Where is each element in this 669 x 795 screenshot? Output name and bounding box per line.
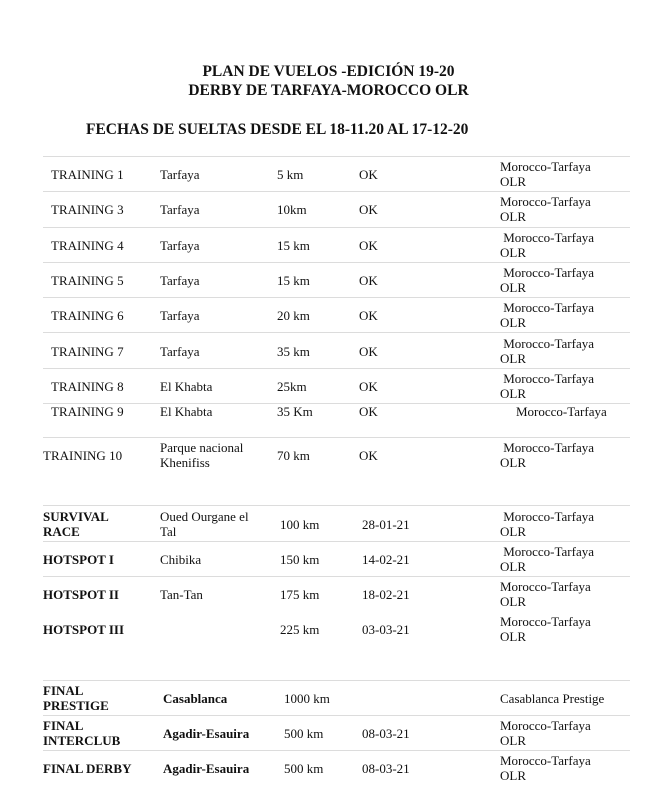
flight-name: HOTSPOT II: [43, 587, 119, 602]
row-divider: [43, 262, 630, 263]
organizer-line-2: OLR: [500, 209, 526, 224]
organizer-line-2: OLR: [500, 280, 526, 295]
row-divider: [43, 437, 630, 438]
organizer: Morocco-Tarfaya: [500, 579, 591, 594]
distance: 35 km: [277, 344, 310, 359]
status-or-date: OK: [359, 404, 378, 419]
distance: 175 km: [280, 587, 320, 602]
organizer-line-2: OLR: [500, 174, 526, 189]
release-place: Agadir-Esauira: [163, 726, 250, 741]
status-or-date: 28-01-21: [362, 517, 410, 532]
flight-name: TRAINING 1: [51, 167, 124, 182]
row-divider: [43, 156, 630, 157]
row-divider: [43, 505, 630, 506]
release-place: Tan-Tan: [160, 587, 203, 602]
flight-name: TRAINING 5: [51, 273, 124, 288]
release-place: El Khabta: [160, 379, 213, 394]
row-divider: [43, 680, 630, 681]
organizer: Morocco-Tarfaya: [500, 544, 595, 559]
distance: 225 km: [280, 622, 320, 637]
release-place: Tarfaya: [160, 273, 200, 288]
status-or-date: OK: [359, 202, 378, 217]
organizer: Morocco-Tarfaya: [516, 404, 607, 419]
flight-name-line-2: INTERCLUB: [43, 733, 121, 748]
organizer-line-2: OLR: [500, 629, 526, 644]
flight-name: TRAINING 7: [51, 344, 124, 359]
organizer-line-2: OLR: [500, 455, 526, 470]
distance: 5 km: [277, 167, 304, 182]
flight-name-line-2: RACE: [43, 524, 80, 539]
release-place: Agadir-Esauira: [163, 761, 250, 776]
organizer: Morocco-Tarfaya: [500, 230, 595, 245]
row-divider: [43, 750, 630, 751]
organizer-line-2: OLR: [500, 733, 526, 748]
release-dates-heading: FECHAS DE SUELTAS DESDE EL 18-11.20 AL 17-12-20: [86, 121, 469, 138]
release-place: Tarfaya: [160, 238, 200, 253]
distance: 150 km: [280, 552, 320, 567]
release-place: Oued Ourgane el: [160, 509, 249, 524]
organizer: Morocco-Tarfaya: [500, 614, 591, 629]
organizer: Morocco-Tarfaya: [500, 753, 591, 768]
organizer-line-2: OLR: [500, 386, 526, 401]
distance: 25km: [277, 379, 307, 394]
organizer-line-2: OLR: [500, 315, 526, 330]
organizer-line-2: OLR: [500, 559, 526, 574]
flight-name: TRAINING 4: [51, 238, 124, 253]
release-place: Parque nacional: [160, 440, 244, 455]
flight-name-line-2: PRESTIGE: [43, 698, 109, 713]
organizer: Morocco-Tarfaya: [500, 159, 591, 174]
release-place-line-2: Khenifiss: [160, 455, 210, 470]
status-or-date: OK: [359, 379, 378, 394]
status-or-date: OK: [359, 308, 378, 323]
distance: 100 km: [280, 517, 320, 532]
organizer: Morocco-Tarfaya: [500, 509, 595, 524]
organizer: Morocco-Tarfaya: [500, 440, 595, 455]
status-or-date: OK: [359, 448, 378, 463]
flight-name: HOTSPOT III: [43, 622, 125, 637]
flight-name: TRAINING 10: [43, 448, 123, 463]
row-divider: [43, 368, 630, 369]
flight-name: HOTSPOT I: [43, 552, 114, 567]
organizer: Casablanca Prestige: [500, 691, 605, 706]
flight-name: SURVIVAL: [43, 509, 109, 524]
organizer: Morocco-Tarfaya: [500, 265, 595, 280]
distance: 20 km: [277, 308, 310, 323]
row-divider: [43, 191, 630, 192]
flight-name: FINAL DERBY: [43, 761, 132, 776]
organizer: Morocco-Tarfaya: [500, 194, 591, 209]
distance: 10km: [277, 202, 307, 217]
distance: 15 km: [277, 238, 310, 253]
organizer-line-2: OLR: [500, 351, 526, 366]
flight-name: FINAL: [43, 683, 84, 698]
organizer-line-2: OLR: [500, 245, 526, 260]
organizer-line-2: OLR: [500, 524, 526, 539]
organizer: Morocco-Tarfaya: [500, 336, 595, 351]
distance: 15 km: [277, 273, 310, 288]
row-divider: [43, 297, 630, 298]
release-place: Casablanca: [163, 691, 228, 706]
distance: 70 km: [277, 448, 310, 463]
release-place: El Khabta: [160, 404, 213, 419]
row-divider: [43, 541, 630, 542]
title-line-2: DERBY DE TARFAYA-MOROCCO OLR: [188, 82, 469, 99]
release-place: Tarfaya: [160, 308, 200, 323]
distance: 1000 km: [284, 691, 330, 706]
distance: 35 Km: [277, 404, 313, 419]
flight-name: TRAINING 9: [51, 404, 124, 419]
distance: 500 km: [284, 726, 324, 741]
title-line-1: PLAN DE VUELOS -EDICIÓN 19-20: [202, 63, 455, 80]
status-or-date: OK: [359, 167, 378, 182]
status-or-date: 14-02-21: [362, 552, 410, 567]
release-place: Chibika: [160, 552, 202, 567]
status-or-date: 18-02-21: [362, 587, 410, 602]
release-place: Tarfaya: [160, 202, 200, 217]
row-divider: [43, 576, 630, 577]
distance: 500 km: [284, 761, 324, 776]
release-place-line-2: Tal: [160, 524, 177, 539]
organizer-line-2: OLR: [500, 594, 526, 609]
flight-name: TRAINING 8: [51, 379, 124, 394]
organizer: Morocco-Tarfaya: [500, 718, 591, 733]
status-or-date: 08-03-21: [362, 726, 410, 741]
status-or-date: 03-03-21: [362, 622, 410, 637]
status-or-date: OK: [359, 238, 378, 253]
status-or-date: OK: [359, 273, 378, 288]
row-divider: [43, 332, 630, 333]
organizer: Morocco-Tarfaya: [500, 300, 595, 315]
row-divider: [43, 227, 630, 228]
organizer-line-2: OLR: [500, 768, 526, 783]
flight-name: TRAINING 3: [51, 202, 124, 217]
flight-name: TRAINING 6: [51, 308, 124, 323]
flight-name: FINAL: [43, 718, 84, 733]
release-place: Tarfaya: [160, 167, 200, 182]
status-or-date: OK: [359, 344, 378, 359]
row-divider: [43, 715, 630, 716]
release-place: Tarfaya: [160, 344, 200, 359]
status-or-date: 08-03-21: [362, 761, 410, 776]
organizer: Morocco-Tarfaya: [500, 371, 595, 386]
